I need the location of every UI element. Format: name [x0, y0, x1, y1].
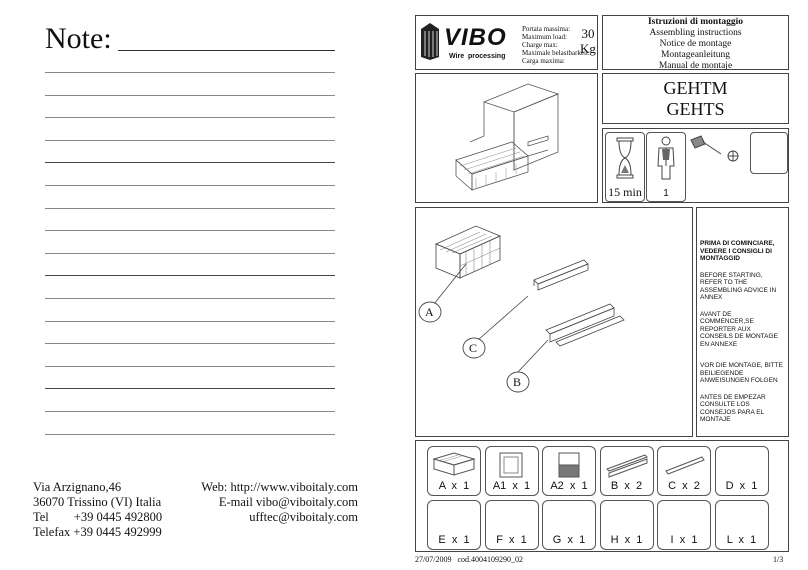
part-label: F x 1 [496, 534, 527, 546]
part-label: G x 1 [552, 534, 586, 546]
note-line [45, 298, 335, 299]
part-label: A2 x 1 [550, 480, 588, 492]
part-label: E x 1 [438, 534, 470, 546]
product-illustration-box [415, 73, 598, 203]
page-number: 1/3 [773, 555, 784, 564]
instruction-title: Istruzioni di montaggio [647, 17, 743, 27]
capacity-label: Maximum load: [522, 33, 567, 41]
part-card [715, 500, 769, 550]
note-line [45, 208, 335, 209]
part-label: I x 1 [670, 534, 698, 546]
part-card [657, 500, 711, 550]
instruction-title: Notice de montage [659, 39, 732, 49]
part-icon [428, 449, 480, 479]
part-card [427, 500, 481, 550]
note-line [45, 434, 335, 435]
advice-spanish: ANTES DE EMPEZAR CONSULTE LOS CONSEJOS PARA EL MONTAJE [700, 393, 766, 423]
part-card [485, 446, 539, 496]
persons-count: 1 [663, 188, 669, 199]
model-code: GEHTS [666, 99, 725, 119]
part-label: B x 2 [610, 480, 643, 492]
note-line [45, 343, 335, 344]
parts-list-box [415, 440, 789, 552]
address-line: 36070 Trissino (VI) Italia [33, 495, 162, 509]
note-line [45, 95, 335, 96]
note-line [45, 321, 335, 322]
advice-box [696, 207, 789, 437]
email-link-tech[interactable]: ufftec@viboitaly.com [249, 510, 358, 524]
note-line [45, 117, 335, 118]
advice-english: BEFORE STARTING, REFER TO THE ASSEMBLING ADVICE IN ANNEX [700, 271, 777, 301]
instruction-title: Montageanleitung [660, 50, 731, 60]
part-icon [543, 449, 595, 479]
note-title: Note: [45, 22, 112, 55]
note-line [45, 185, 335, 186]
part-card [715, 446, 769, 496]
tools-box [602, 128, 789, 203]
capacity-label: Portata massima: [522, 25, 571, 33]
capacity-unit: Kg [580, 41, 596, 56]
note-line [45, 72, 335, 73]
model-box [602, 73, 789, 124]
fax-line: Telefax +39 0445 492999 [33, 525, 162, 539]
part-label: D x 1 [725, 480, 758, 492]
logo-text: VIBO [444, 24, 507, 51]
email-link[interactable]: E-mail vibo@viboitaly.com [218, 495, 358, 509]
part-card [600, 500, 654, 550]
note-line [45, 366, 335, 367]
part-card [427, 446, 481, 496]
part-label: C x 2 [668, 480, 700, 492]
address-line: Via Arzignano,46 [33, 480, 122, 494]
part-icon [658, 449, 710, 479]
note-line [45, 388, 335, 389]
instruction-title: Manual de montaje [658, 61, 733, 71]
web-link[interactable]: Web: http://www.viboitaly.com [201, 480, 358, 494]
capacity-label: Carga maxima: [522, 57, 565, 65]
instruction-title: Assembling instructions [649, 28, 742, 38]
screwdriver-icon [687, 132, 747, 172]
note-line [45, 230, 335, 231]
web-block [200, 480, 358, 525]
part-label: H x 1 [610, 534, 643, 546]
part-card [542, 500, 596, 550]
note-line [45, 140, 335, 141]
capacity-value: 30 [581, 26, 595, 41]
part-card [485, 500, 539, 550]
capacity-label: Maximale belastbarkeit: [522, 49, 590, 57]
exploded-diagram-box [415, 207, 693, 437]
note-line [45, 275, 335, 276]
persons-card [646, 132, 686, 202]
part-label: A1 x 1 [492, 480, 531, 492]
note-line [45, 162, 335, 163]
advice-german: VOR DIE MONTAGE, BITTE BEILIEGENDE ANWEISUNGEN FOLGEN [700, 362, 783, 384]
advice-french: AVANT DE COMMENCER,SE REPORTER AUX CONSEILS DE MONTAGE EN ANNEXE [700, 310, 778, 348]
assembly-time: 15 min [608, 185, 642, 199]
part-label: L x 1 [726, 534, 757, 546]
note-line [45, 253, 335, 254]
exploded-view-diagram [416, 208, 692, 436]
part-label: A x 1 [438, 480, 470, 492]
advice-italian: PRIMA DI COMINCIARE, VEDERE I CONSIGLI DI MONTAGGID [700, 240, 775, 262]
part-card [542, 446, 596, 496]
empty-tool-card [750, 132, 788, 174]
hourglass-icon [616, 137, 634, 179]
phone-line: Tel +39 0445 492800 [33, 510, 163, 524]
time-card [605, 132, 645, 202]
callout-a: A [425, 305, 434, 319]
address-block [33, 480, 162, 540]
vibo-logo-icon [419, 21, 441, 61]
part-card [657, 446, 711, 496]
callout-c: C [469, 341, 478, 355]
part-icon [601, 449, 653, 479]
cabinet-with-basket-illustration [416, 74, 597, 202]
instructions-box [602, 15, 789, 70]
callout-b: B [513, 375, 522, 389]
note-line [45, 411, 335, 412]
model-code: GEHTM [663, 78, 728, 98]
logo-box [415, 15, 598, 70]
capacity-label: Charge max: [522, 41, 558, 49]
note-title-line [118, 50, 335, 51]
logo-tagline: Wire processing [449, 53, 506, 60]
part-card [600, 446, 654, 496]
worker-icon [655, 136, 677, 180]
part-icon [486, 449, 538, 479]
footer-date-code: 27/07/2009 cod.4004109290_02 [415, 555, 523, 564]
